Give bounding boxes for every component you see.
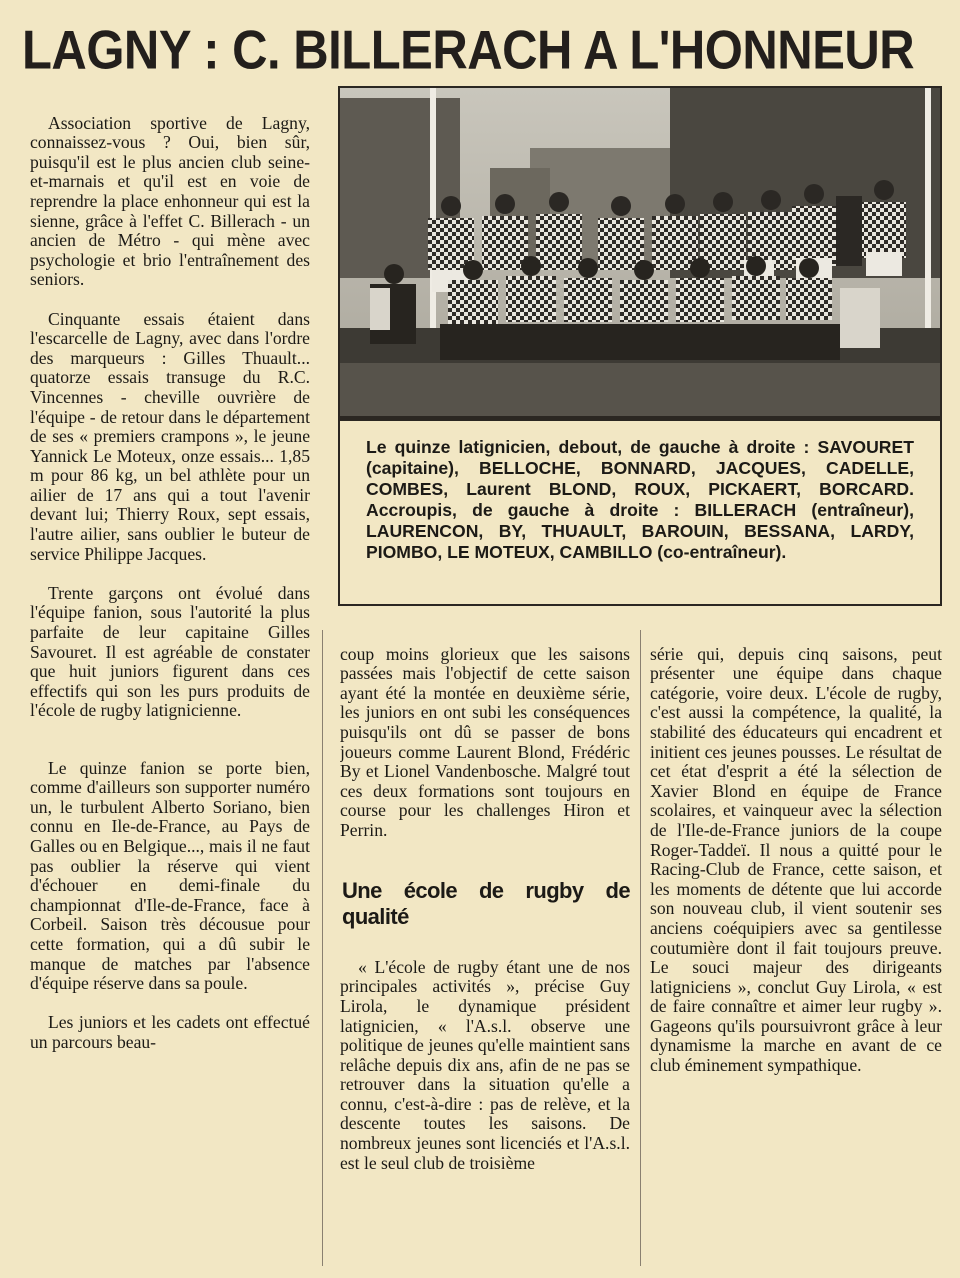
headline: LAGNY : C. BILLERACH A L'HONNEUR [22,20,915,81]
col1-paragraph-1: Association sportive de Lagny, connaissez-vous ? Oui, bien sûr, puisqu'il est le plus ancien club seine-et-marnais et qu'il est en voie de reprendre la place enhonneur qui est la sienne, grâce à l'effet C. Billerach - un ancien de Métro - qui mène avec psychologie et brio l'entraînement des seniors. [30,112,310,290]
col1-paragraph-4: Le quinze fanion se porte bien, comme d'ailleurs son supporter numéro un, le turbulent Alberto Soriano, bien connu en Ile-de-France, au Pays de Galles ou en Belgique..., mais il ne faut pas oublier la réserve qui vient d'échouer en demi-finale du championnat d'Ile-de-France, face à Corbeil. Saison très décousue pour cette formation, qui a dû subir le manque de matches par l'absence d'équipe réserve dans sa poule. [30,757,310,994]
col3-paragraph-1: série qui, depuis cinq saisons, peut présenter une équipe dans chaque catégorie, voire deux. L'école de rugby, c'est aussi la compétence, la qualité, la stabilité des éducateurs qui encadrent et initient ces jeunes pousses. Le résultat de cet état d'esprit a été la sélection de Xavier Blond en équipe de France scolaires, et vainqueur avec la sélection de l'Ile-de-France juniors de la coupe Roger-Taddeï. Il nous a quitté pour le Racing-Club de France, cette saison, et les moments de détente que lui accorde son nouveau club, il vient soutenir ses anciens coéquipiers avec sa gentilesse coutumière dont il fait toujours preuve. Le souci majeur des dirigeants latigniciens », conclut Guy Lirola, « est de faire connaître et aimer leur rugby ». Gageons qu'ils poursuivront grâce à leur dynamisme la marche en avant de ce club éminement sympathique. [650,643,942,1076]
column-2 [340,625,630,1270]
col1-paragraph-2: Cinquante essais étaient dans l'escarcelle de Lagny, avec dans l'ordre des marqueurs : Gilles Thuault... quatorze essais transuge du R.C. Vincennes - cheville ouvrière de l'équipe - de retour dans le département de ses « premiers crampons », le jeune Yannick Le Moteux, onze essais... 1,85 m pour 86 kg, un bel athlète pour un ailier de 17 ans qui a tout l'avenir devant lui; Thierry Roux, sept essais, l'autre ailier, sans oublier le buteur de service Philippe Jacques. [30,308,310,564]
caption-lead: Le quinze latignicien, [366,437,551,457]
photo-caption [338,418,942,606]
column-1 [30,94,310,1264]
column-divider-2 [640,630,641,1266]
col1-paragraph-5: Les juniors et les cadets ont effectué un parcours beau- [30,1012,310,1052]
col1-paragraph-3: Trente garçons ont évolué dans l'équipe fanion, sous l'autorité la plus parfaite de leur capitaine Gilles Savouret. Il est agréable de constater que huit juniors figurent dans ces effectifs qui son les purs produits de l'école de rugby latignicienne. [30,582,310,721]
col2-paragraph-1: coup moins glorieux que les saisons passées mais l'objectif de cette saison ayant été la montée en deuxième série, les juniors en ont subi les conséquences puisqu'ils ont dû se passer de bons joueurs comme Laurent Blond, Frédéric By et Lionel Vandenbosche. Malgré tout ces deux formations sont toujours en course pour les challenges Hiron et Perrin. [340,643,630,840]
caption-names: debout, de gauche à droite : SAVOURET (capitaine), BELLOCHE, BONNARD, JACQUES, CADELLE, COMBES, Laurent BLOND, ROUX, PICKAERT, BORCARD. Accroupis, de gauche à droite : BILLERACH (entraîneur), LAURENCON, BY, THUAULT, BAROUIN, BESSANA, LARDY, PIOMBO, LE MOTEUX, CAMBILLO (co-entraîneur). [366,437,914,562]
column-3 [650,625,942,1270]
column-divider-1 [322,630,323,1266]
team-photo [338,86,942,418]
section-subheading: Une école de rugby de qualité [342,878,630,930]
col2-paragraph-2: « L'école de rugby étant une de nos principales activités », précise Guy Lirola, le dynamique président latignicien, « l'A.s.l. observe une politique de jeunes qu'elle maintient sans relâche depuis dix ans, afin de ne pas se retrouver dans la situation qu'elle a connu, c'est-à-dire : pas de relève, et la descente toutes les saisons. De nombreux jeunes sont licenciés et l'A.s.l. est le seul club de troisième [340,956,630,1173]
team-photo-image [340,88,940,416]
